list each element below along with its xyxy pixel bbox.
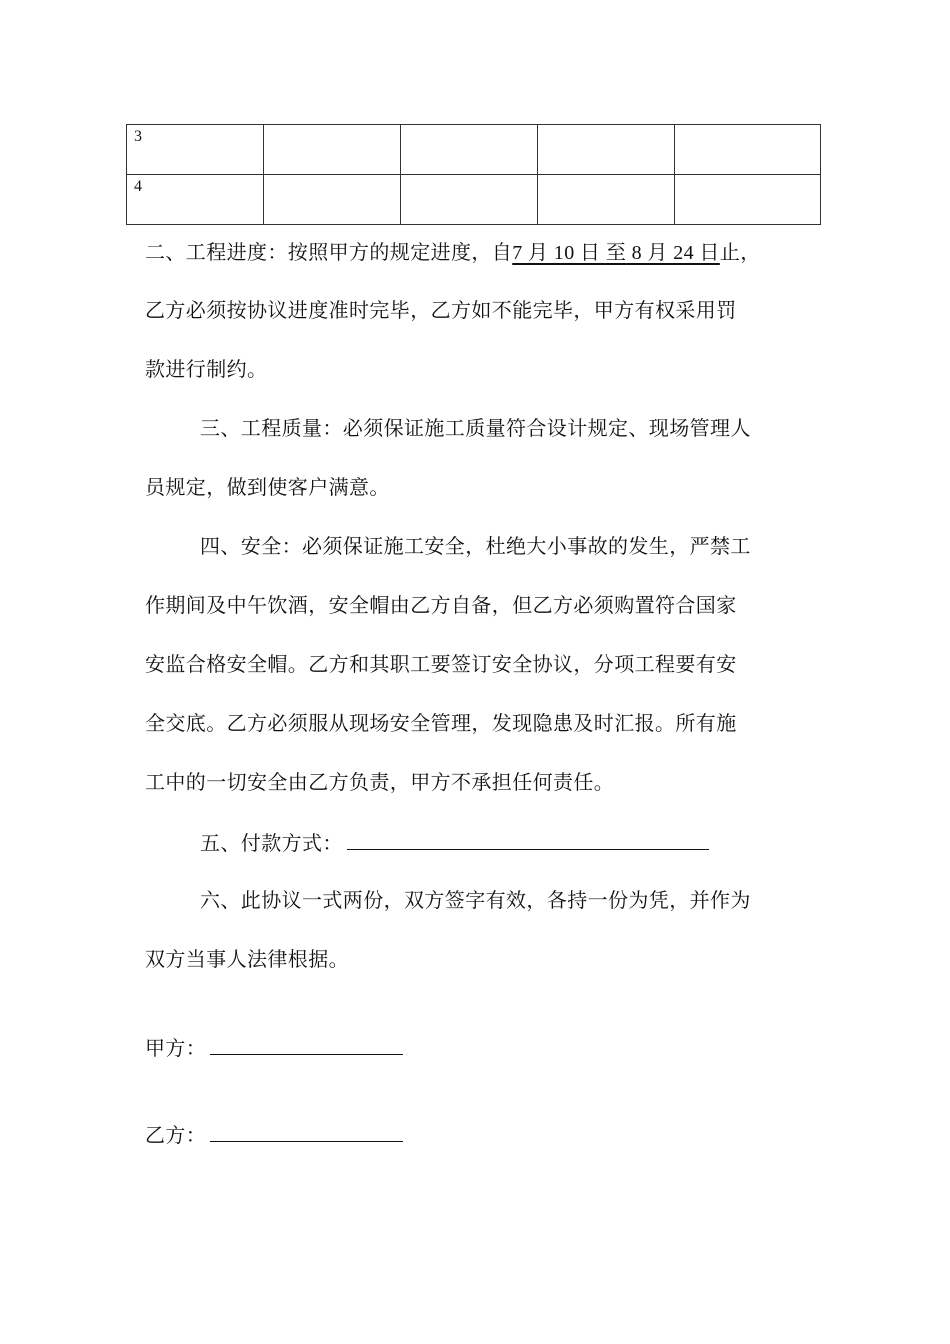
clause-4-line-2: 作期间及中午饮酒，安全帽由乙方自备，但乙方必须购置符合国家 — [145, 593, 737, 617]
table-cell — [401, 125, 538, 175]
party-b-label: 乙方： — [145, 1123, 207, 1147]
clause-3-line-2: 员规定，做到使客户满意。 — [145, 475, 390, 499]
party-a-signature-line — [145, 1032, 403, 1062]
items-table — [126, 124, 821, 225]
table-cell — [401, 175, 538, 225]
clause-2-prefix: 二、工程进度：按照甲方的规定进度，自 — [145, 240, 513, 264]
clause-5-line — [200, 827, 709, 857]
clause-4-line-1: 四、安全：必须保证施工安全，杜绝大小事故的发生，严禁工 — [200, 534, 751, 558]
party-a-label: 甲方： — [145, 1036, 207, 1060]
clause-4-line-4: 全交底。乙方必须服从现场安全管理，发现隐患及时汇报。所有施 — [145, 711, 737, 735]
clause-4-line-3: 安监合格安全帽。乙方和其职工要签订安全协议，分项工程要有安 — [145, 652, 737, 676]
clause-2-line-1 — [145, 238, 761, 267]
end-date: 8 月 24 日 — [626, 242, 720, 264]
party-b-signature-blank[interactable] — [210, 1119, 403, 1142]
table-row — [127, 175, 821, 225]
party-a-signature-blank[interactable] — [210, 1032, 403, 1055]
table-cell — [264, 125, 401, 175]
table-cell: 4 — [127, 175, 264, 225]
clause-2-suffix: 止， — [719, 240, 761, 264]
payment-method-blank[interactable] — [347, 827, 709, 850]
clause-2-line-3: 款进行制约。 — [145, 357, 268, 381]
clause-6-line-1: 六、此协议一式两份，双方签字有效，各持一份为凭，并作为 — [200, 888, 751, 912]
clause-6-line-2: 双方当事人法律根据。 — [145, 947, 349, 971]
payment-method-label: 五、付款方式： — [200, 831, 343, 855]
table-cell: 3 — [127, 125, 264, 175]
table-cell — [264, 175, 401, 225]
clause-2-line-2: 乙方必须按协议进度准时完毕，乙方如不能完毕，甲方有权采用罚 — [145, 298, 737, 322]
table-cell — [675, 175, 821, 225]
clause-4-line-5: 工中的一切安全由乙方负责，甲方不承担任何责任。 — [145, 770, 615, 794]
table-cell — [538, 175, 675, 225]
clause-3-line-1: 三、工程质量：必须保证施工质量符合设计规定、现场管理人 — [200, 416, 751, 440]
table-row — [127, 125, 821, 175]
start-date: 7 月 10 日 — [512, 242, 606, 264]
party-b-signature-line — [145, 1119, 403, 1149]
table-cell — [538, 125, 675, 175]
table-cell — [675, 125, 821, 175]
date-separator: 至 — [605, 242, 627, 264]
